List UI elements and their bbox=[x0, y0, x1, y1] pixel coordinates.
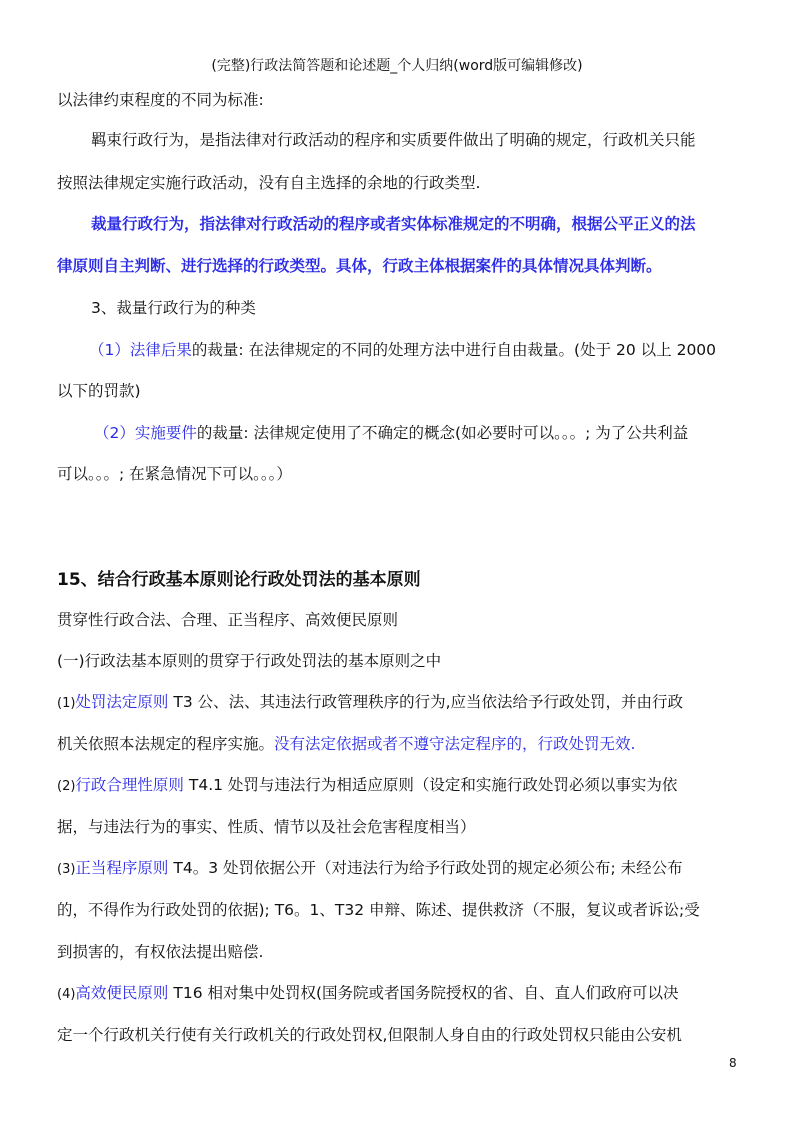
text-line bbox=[57, 773, 677, 795]
term-highlight: 正当程序原则 bbox=[75, 859, 169, 877]
term-highlight: （1）法律后果 bbox=[89, 341, 192, 359]
list-marker: (1) bbox=[57, 696, 76, 711]
text-line: 按照法律规定实施行政活动，没有自主选择的余地的行政类型. bbox=[57, 174, 481, 192]
term-highlight: 没有法定依据或者不遵守法定程序的，行政处罚无效. bbox=[274, 735, 636, 753]
term-highlight: 行政合理性原则 bbox=[75, 776, 184, 794]
list-marker: (2) bbox=[57, 779, 76, 794]
term-highlight: 处罚法定原则 bbox=[75, 693, 169, 711]
text-line: 羁束行政行为，是指法律对行政活动的程序和实质要件做出了明确的规定，行政机关只能 bbox=[91, 131, 696, 149]
list-marker: (3) bbox=[57, 862, 76, 877]
text-line: (一)行政法基本原则的贯穿于行政处罚法的基本原则之中 bbox=[57, 652, 442, 670]
text-line: 的，不得作为行政处罚的依据); T6。1、T32 申辩、陈述、提供救济（不服，复议或者诉讼;受 bbox=[57, 901, 700, 919]
text-line: 据，与违法行为的事实、性质、情节以及社会危害程度相当） bbox=[57, 818, 476, 836]
line-text: 机关依照本法规定的程序实施。 bbox=[57, 735, 275, 753]
text-line bbox=[57, 981, 679, 1003]
text-line: 定一个行政机关行使有关行政机关的行政处罚权,但限制人身自由的行政处罚权只能由公安机 bbox=[57, 1026, 682, 1044]
text-line: 以法律约束程度的不同为标准: bbox=[57, 91, 264, 109]
term-highlight: 高效便民原则 bbox=[75, 984, 169, 1002]
highlighted-line: 裁量行政行为，指法律对行政活动的程序或者实体标准规定的不明确，根据公平正义的法 bbox=[91, 215, 696, 233]
subheading: 3、裁量行政行为的种类 bbox=[91, 299, 256, 317]
line-text: 的裁量: 在法律规定的不同的处理方法中进行自由裁量。(处于 20 以上 2000 bbox=[191, 341, 717, 359]
highlighted-line: 律原则自主判断、进行选择的行政类型。具体，行政主体根据案件的具体情况具体判断。 bbox=[57, 257, 662, 275]
line-text: 的裁量: 法律规定使用了不确定的概念(如必要时可以。。。; 为了公共利益 bbox=[196, 424, 689, 442]
page-header: (完整)行政法简答题和论述题_个人归纳(word版可编辑修改) bbox=[211, 58, 583, 74]
line-text: T16 相对集中处罚权(国务院或者国务院授权的省、自、直人们政府可以决 bbox=[168, 984, 679, 1002]
text-line bbox=[89, 338, 716, 360]
term-highlight: （2）实施要件 bbox=[94, 424, 197, 442]
text-line bbox=[57, 856, 683, 878]
text-line: 到损害的，有权依法提出赔偿. bbox=[57, 943, 264, 961]
text-line: 以下的罚款) bbox=[57, 382, 141, 400]
list-marker: (4) bbox=[57, 987, 76, 1002]
line-text: T4.1 处罚与违法行为相适应原则（设定和实施行政处罚必须以事实为依 bbox=[183, 776, 678, 794]
text-line bbox=[94, 421, 688, 443]
text-line: 贯穿性行政合法、合理、正当程序、高效便民原则 bbox=[57, 611, 399, 629]
text-line: 可以。。。; 在紧急情况下可以。。。） bbox=[57, 465, 292, 483]
section-heading: 15、结合行政基本原则论行政处罚法的基本原则 bbox=[57, 570, 421, 590]
text-line bbox=[57, 732, 635, 754]
text-line bbox=[57, 690, 683, 712]
page-number: 8 bbox=[729, 1056, 737, 1070]
line-text: T4。3 处罚依据公开（对违法行为给予行政处罚的规定必须公布; 未经公布 bbox=[168, 859, 683, 877]
line-text: T3 公、法、其违法行政管理秩序的行为,应当依法给予行政处罚，并由行政 bbox=[168, 693, 684, 711]
